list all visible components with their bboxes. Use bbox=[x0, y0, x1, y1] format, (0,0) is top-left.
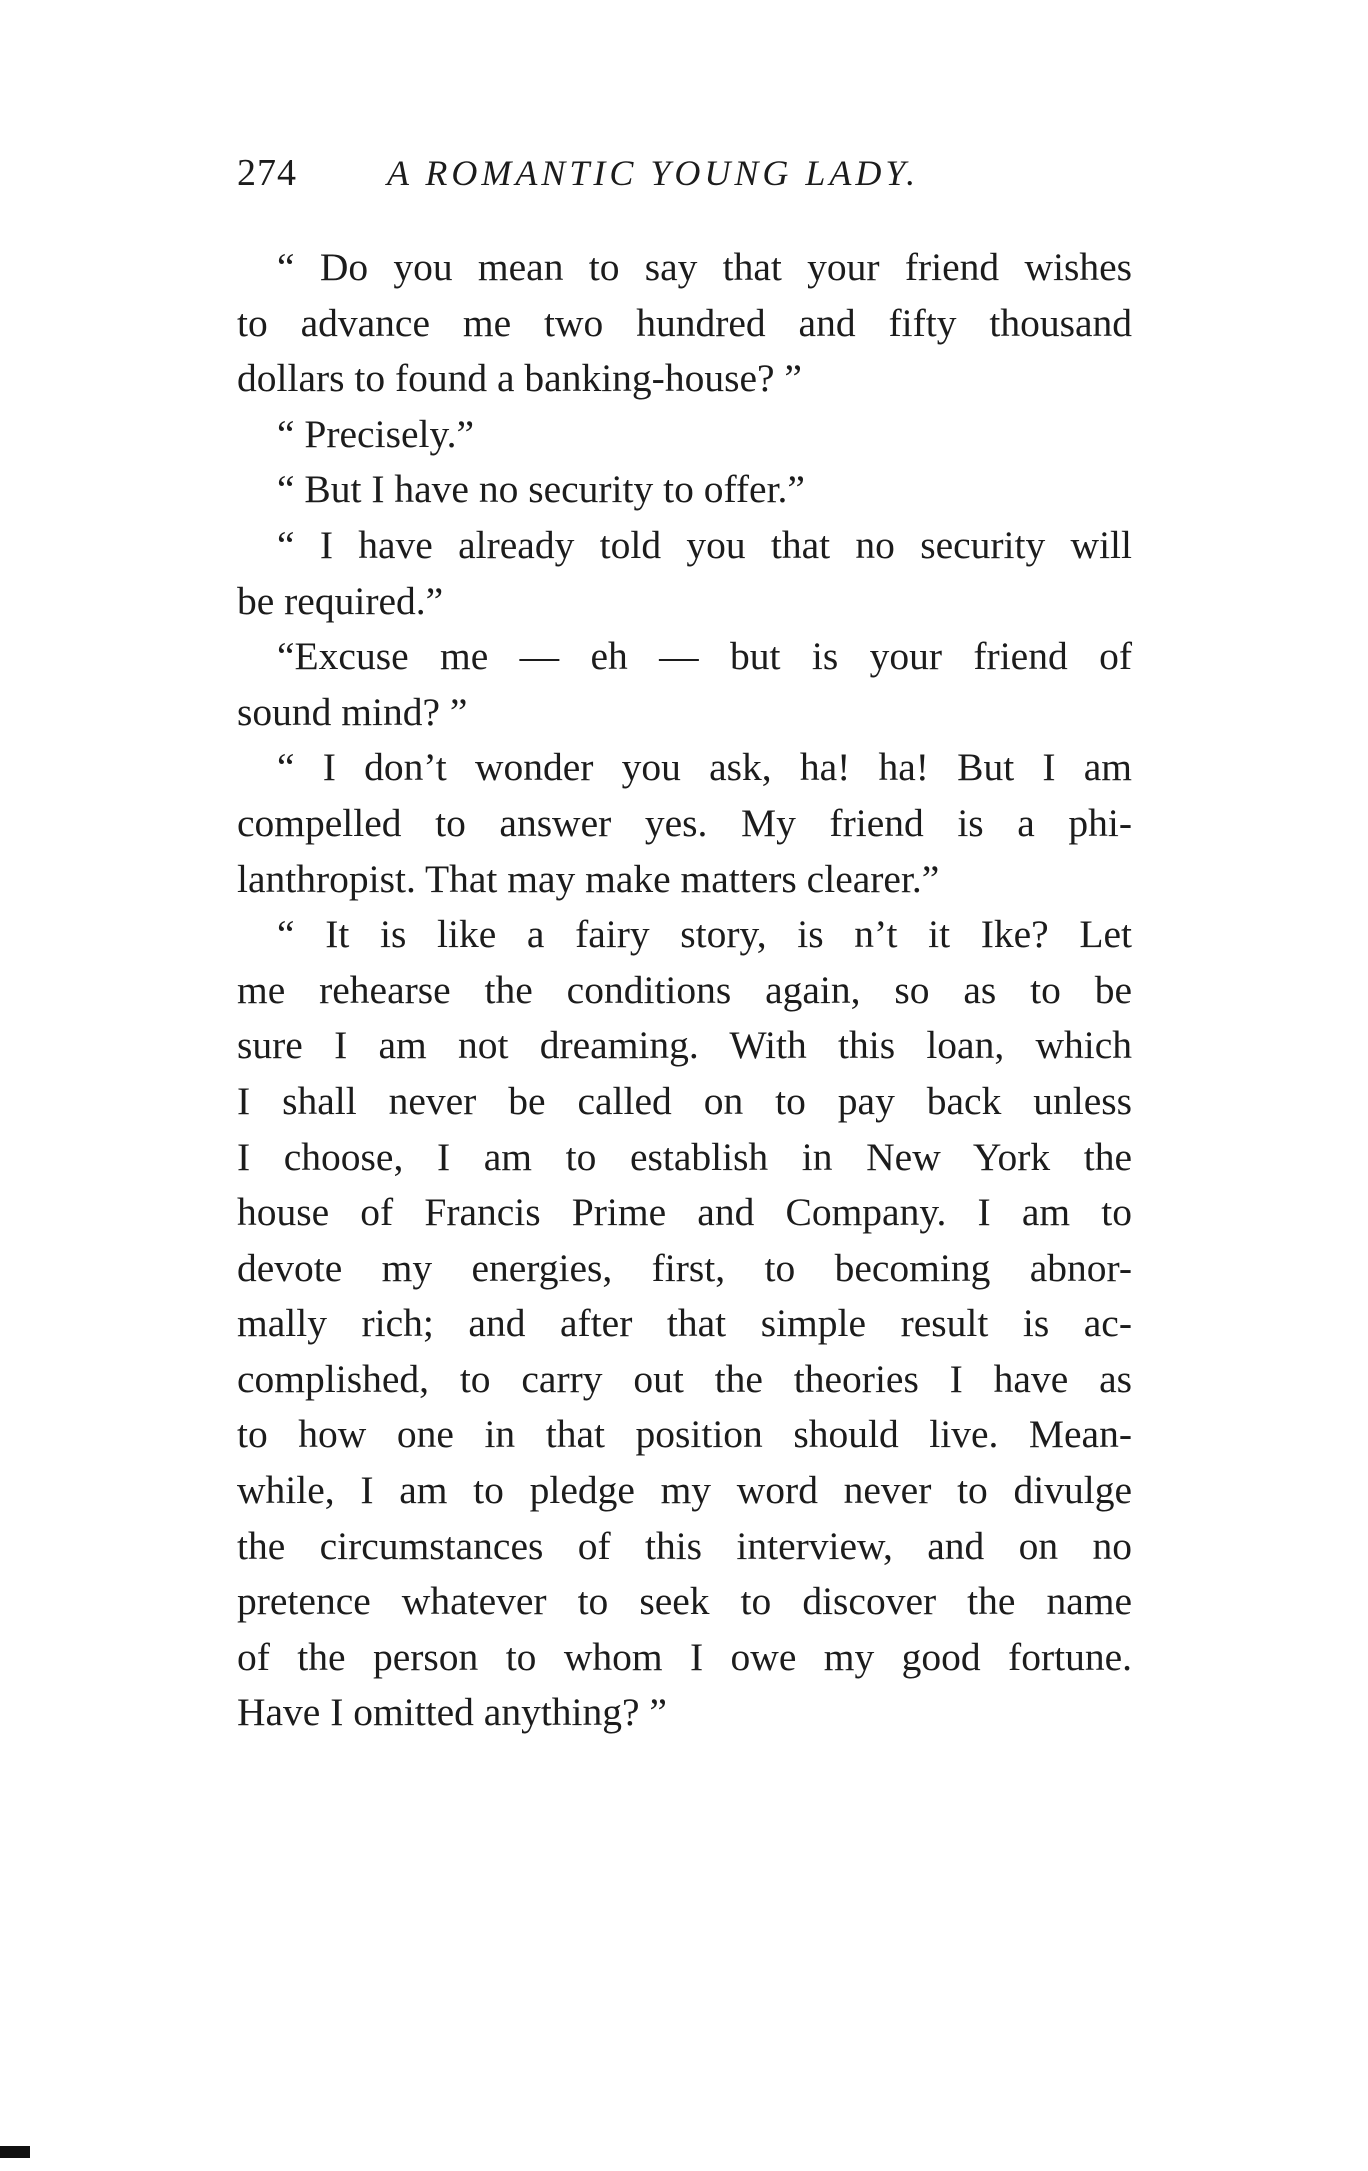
running-title: A ROMANTIC YOUNG LADY. bbox=[387, 153, 920, 193]
text-line: “Excuse me — eh — but is your friend of bbox=[277, 634, 1132, 679]
text-line: “ Do you mean to say that your friend wishes bbox=[277, 245, 1132, 289]
text-line: to how one in that position should live. Mean- bbox=[237, 1412, 1132, 1457]
text-line: while, I am to pledge my word never to divulge bbox=[237, 1468, 1132, 1513]
body-text bbox=[237, 240, 1132, 1741]
text-line: house of Francis Prime and Company. I am to bbox=[237, 1190, 1132, 1235]
text-line: complished, to carry out the theories I have as bbox=[237, 1356, 1132, 1401]
text-line: Have I omitted anything? ” bbox=[237, 1690, 667, 1735]
text-line: the circumstances of this interview, and on no bbox=[237, 1523, 1132, 1568]
text-line: I shall never be called on to pay back unless bbox=[237, 1078, 1132, 1123]
running-header bbox=[237, 148, 1137, 198]
text-line: sure I am not dreaming. With this loan, which bbox=[237, 1023, 1132, 1068]
text-line: “ It is like a fairy story, is n’t it Ike? Let bbox=[277, 912, 1132, 957]
text-line: me rehearse the conditions again, so as to be bbox=[237, 967, 1132, 1012]
text-line: “ But I have no security to offer.” bbox=[277, 467, 805, 512]
text-line: be required.” bbox=[237, 578, 444, 623]
text-line: sound mind? ” bbox=[237, 689, 468, 734]
text-line: dollars to found a banking-house? ” bbox=[237, 356, 802, 401]
text-line: “ Precisely.” bbox=[277, 411, 475, 456]
text-line: mally rich; and after that simple result is ac- bbox=[237, 1301, 1132, 1346]
text-line: pretence whatever to seek to discover the name bbox=[237, 1579, 1132, 1624]
text-line: of the person to whom I owe my good fortune. bbox=[237, 1634, 1132, 1679]
page-number: 274 bbox=[237, 152, 297, 194]
text-line: lanthropist. That may make matters clearer.” bbox=[237, 856, 940, 901]
text-line: I choose, I am to establish in New York the bbox=[237, 1134, 1132, 1179]
text-line: compelled to answer yes. My friend is a phi- bbox=[237, 800, 1132, 845]
scan-edge-mark bbox=[0, 2146, 30, 2158]
text-line: to advance me two hundred and fifty thousand bbox=[237, 300, 1132, 345]
text-line: “ I have already told you that no security will bbox=[277, 522, 1132, 567]
text-line: devote my energies, first, to becoming abnor- bbox=[237, 1245, 1132, 1290]
text-line: “ I don’t wonder you ask, ha! ha! But I am bbox=[277, 745, 1132, 790]
